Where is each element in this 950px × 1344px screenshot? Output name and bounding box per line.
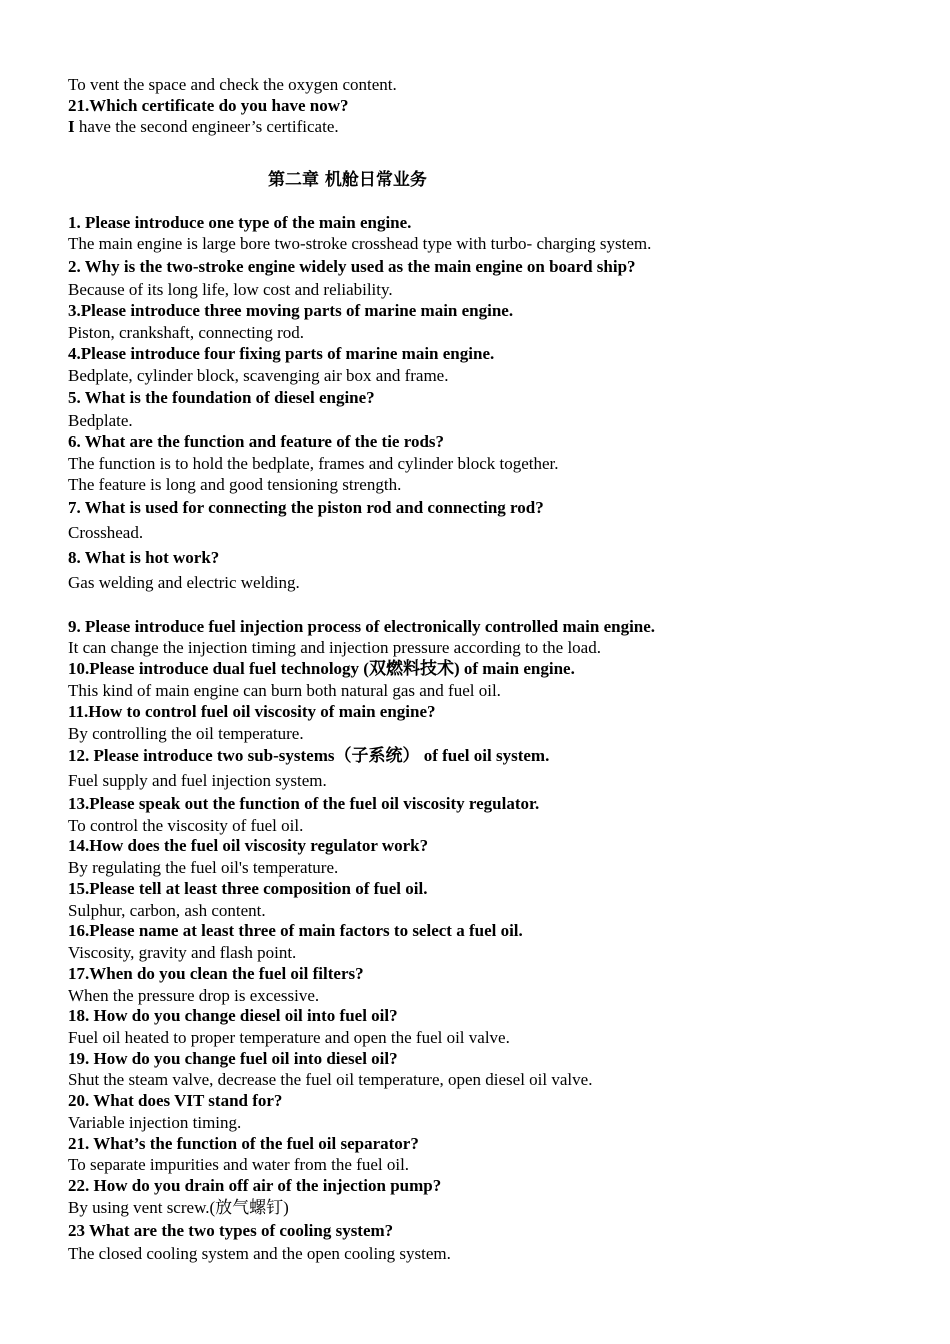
answer-text: This kind of main engine can burn both natural gas and fuel oil. bbox=[68, 681, 501, 700]
answer-text: Bedplate, cylinder block, scavenging air box and frame. bbox=[68, 366, 449, 385]
question-text: 17.When do you clean the fuel oil filters? bbox=[68, 964, 364, 983]
answer-text: The function is to hold the bedplate, frames and cylinder block together. bbox=[68, 454, 559, 473]
answer-text: Viscosity, gravity and flash point. bbox=[68, 943, 297, 962]
question-text: 8. What is hot work? bbox=[68, 548, 220, 567]
question-text: 6. What are the function and feature of the tie rods? bbox=[68, 432, 445, 451]
question-text: 11.How to control fuel oil viscosity of main engine? bbox=[68, 702, 436, 721]
answer-rest: have the second engineer’s certificate. bbox=[74, 117, 339, 136]
answer-text: By controlling the oil temperature. bbox=[68, 724, 304, 743]
answer-text: Fuel oil heated to proper temperature and open the fuel oil valve. bbox=[68, 1028, 510, 1047]
question-text: 18. How do you change diesel oil into fuel oil? bbox=[68, 1006, 398, 1025]
question-text: 12. Please introduce two sub-systems（子系统） of fuel oil system. bbox=[68, 746, 550, 765]
answer-bold-lead: I bbox=[68, 117, 75, 136]
answer-text bbox=[68, 117, 339, 137]
question-text: 10.Please introduce dual fuel technology (双燃料技术) of main engine. bbox=[68, 659, 575, 678]
question-text: 23 What are the two types of cooling system? bbox=[68, 1221, 394, 1240]
answer-text: The main engine is large bore two-stroke crosshead type with turbo- charging system. bbox=[68, 234, 652, 253]
question-text: 13.Please speak out the function of the fuel oil viscosity regulator. bbox=[68, 794, 540, 813]
answer-text: Because of its long life, low cost and reliability. bbox=[68, 280, 393, 299]
question-text: 21.Which certificate do you have now? bbox=[68, 96, 349, 115]
question-text: 20. What does VIT stand for? bbox=[68, 1091, 283, 1110]
answer-text: To control the viscosity of fuel oil. bbox=[68, 816, 304, 835]
answer-text: By regulating the fuel oil's temperature. bbox=[68, 858, 339, 877]
question-text: 7. What is used for connecting the piston rod and connecting rod? bbox=[68, 498, 544, 517]
answer-text: Gas welding and electric welding. bbox=[68, 573, 300, 592]
answer-text: Piston, crankshaft, connecting rod. bbox=[68, 323, 305, 342]
answer-text: To vent the space and check the oxygen content. bbox=[68, 75, 397, 94]
chapter-title: 第二章 机舱日常业务 bbox=[268, 170, 427, 190]
question-text: 21. What’s the function of the fuel oil separator? bbox=[68, 1134, 419, 1153]
question-text: 14.How does the fuel oil viscosity regulator work? bbox=[68, 836, 429, 855]
answer-text: To separate impurities and water from the fuel oil. bbox=[68, 1155, 410, 1174]
answer-text: Sulphur, carbon, ash content. bbox=[68, 901, 266, 920]
question-text: 16.Please name at least three of main factors to select a fuel oil. bbox=[68, 921, 523, 940]
answer-text: Variable injection timing. bbox=[68, 1113, 242, 1132]
question-text: 1. Please introduce one type of the main engine. bbox=[68, 213, 412, 232]
answer-text: It can change the injection timing and injection pressure according to the load. bbox=[68, 638, 601, 657]
answer-text: When the pressure drop is excessive. bbox=[68, 986, 320, 1005]
question-text: 2. Why is the two-stroke engine widely used as the main engine on board ship? bbox=[68, 257, 636, 276]
question-text: 19. How do you change fuel oil into diesel oil? bbox=[68, 1049, 398, 1068]
answer-text: By using vent screw.(放气螺钉) bbox=[68, 1198, 289, 1217]
answer-text: Fuel supply and fuel injection system. bbox=[68, 771, 327, 790]
answer-text: Crosshead. bbox=[68, 523, 144, 542]
question-text: 9. Please introduce fuel injection process of electronically controlled main engine. bbox=[68, 617, 656, 636]
question-text: 3.Please introduce three moving parts of marine main engine. bbox=[68, 301, 514, 320]
question-text: 4.Please introduce four fixing parts of marine main engine. bbox=[68, 344, 495, 363]
question-text: 15.Please tell at least three composition of fuel oil. bbox=[68, 879, 428, 898]
answer-text: The closed cooling system and the open cooling system. bbox=[68, 1244, 451, 1263]
answer-text: The feature is long and good tensioning strength. bbox=[68, 475, 402, 494]
question-text: 22. How do you drain off air of the injection pump? bbox=[68, 1176, 442, 1195]
answer-text: Shut the steam valve, decrease the fuel oil temperature, open diesel oil valve. bbox=[68, 1070, 593, 1089]
question-text: 5. What is the foundation of diesel engine? bbox=[68, 388, 375, 407]
answer-text: Bedplate. bbox=[68, 411, 133, 430]
